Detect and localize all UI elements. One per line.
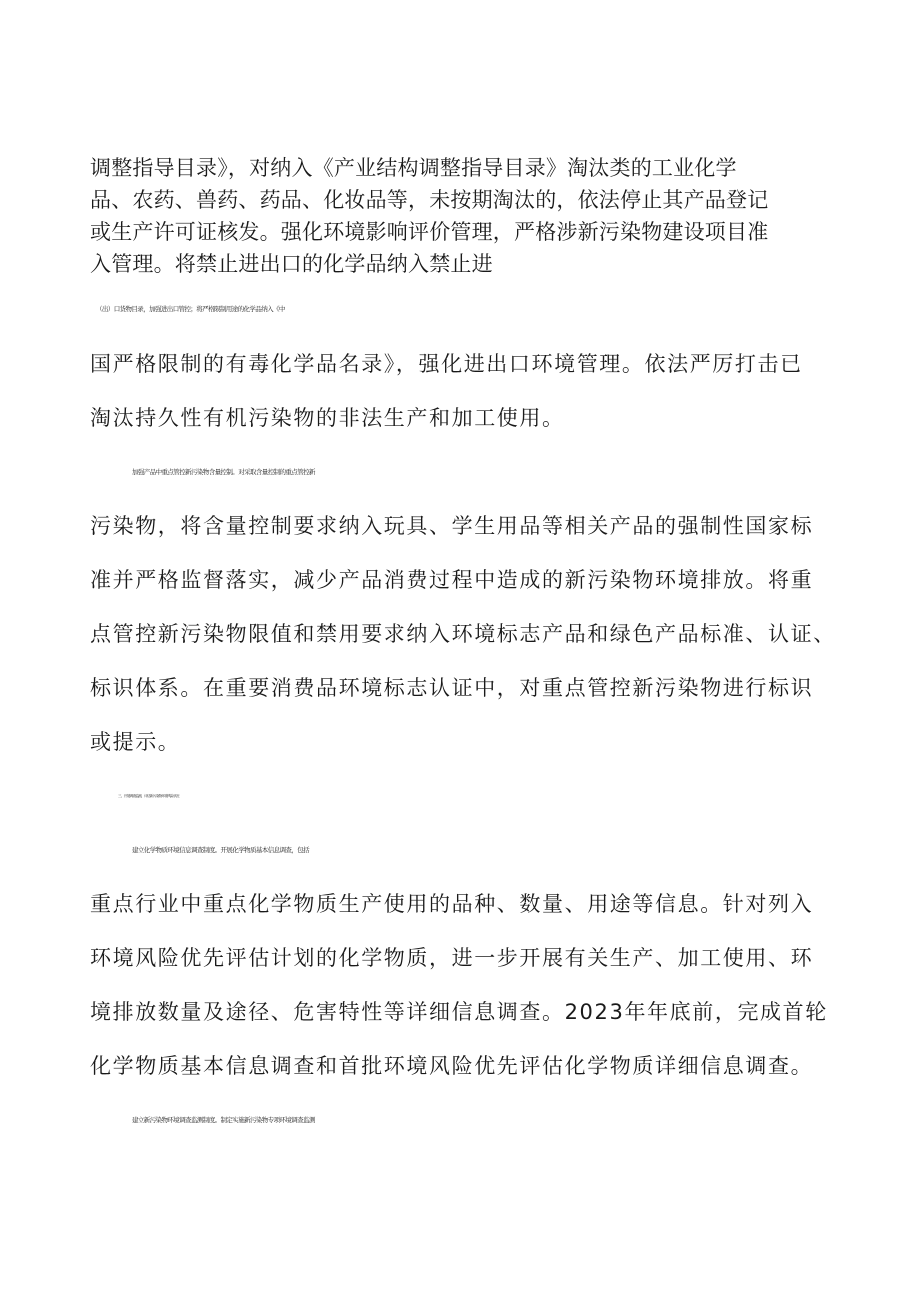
text-line: 入管理。将禁止进出口的化学品纳入禁止进 — [90, 252, 493, 276]
text-line: 境排放数量及途径、危害特性等详细信息调查。2023年年底前，完成首轮 — [90, 1000, 828, 1024]
text-line: 淘汰持久性有机污染物的非法生产和加工使用。 — [90, 406, 565, 430]
section-heading: 三、开展调查监测，评估新污染物环境风险状况 — [118, 794, 179, 798]
text-line: 化学物质基本信息调查和首批环境风险优先评估化学物质详细信息调查。 — [90, 1054, 814, 1078]
text-line: 或提示。 — [90, 730, 181, 754]
paragraph-first-line: 建立新污染物环境调查监测制度。制定实施新污染物专项环境调查监测 — [132, 1116, 315, 1124]
paragraph-first-line: 建立化学物质环境信息调查制度。开展化学物质基本信息调查，包括 — [132, 846, 310, 854]
text-line: 重点行业中重点化学物质生产使用的品种、数量、用途等信息。针对列入 — [90, 892, 814, 916]
text-line: 或生产许可证核发。强化环境影响评价管理，严格涉新污染物建设项目准 — [90, 220, 769, 244]
text-line: 品、农药、兽药、药品、化妆品等，未按期淘汰的，依法停止其产品登记 — [90, 188, 769, 212]
text-line: 环境风险优先评估计划的化学物质，进一步开展有关生产、加工使用、环 — [90, 946, 814, 970]
paragraph-first-line: 加强产品中重点管控新污染物含量控制。对采取含量控制的重点管控新 — [132, 468, 315, 476]
text-line: 点管控新污染物限值和禁用要求纳入环境标志产品和绿色产品标准、认证、 — [90, 622, 836, 646]
text-line: 准并严格监督落实，减少产品消费过程中造成的新污染物环境排放。将重 — [90, 568, 814, 592]
text-line: 调整指导目录》，对纳入《产业结构调整指导目录》淘汰类的工业化学 — [90, 156, 737, 180]
text-line: （出）口货物目录，加强进出口管控；将严格限制用途的化学品纳入《中 — [96, 305, 285, 313]
text-line: 污染物，将含量控制要求纳入玩具、学生用品等相关产品的强制性国家标 — [90, 514, 814, 538]
text-line: 国严格限制的有毒化学品名录》，强化进出口环境管理。依法严厉打击已 — [90, 352, 803, 376]
text-line: 标识体系。在重要消费品环境标志认证中，对重点管控新污染物进行标识 — [90, 676, 814, 700]
